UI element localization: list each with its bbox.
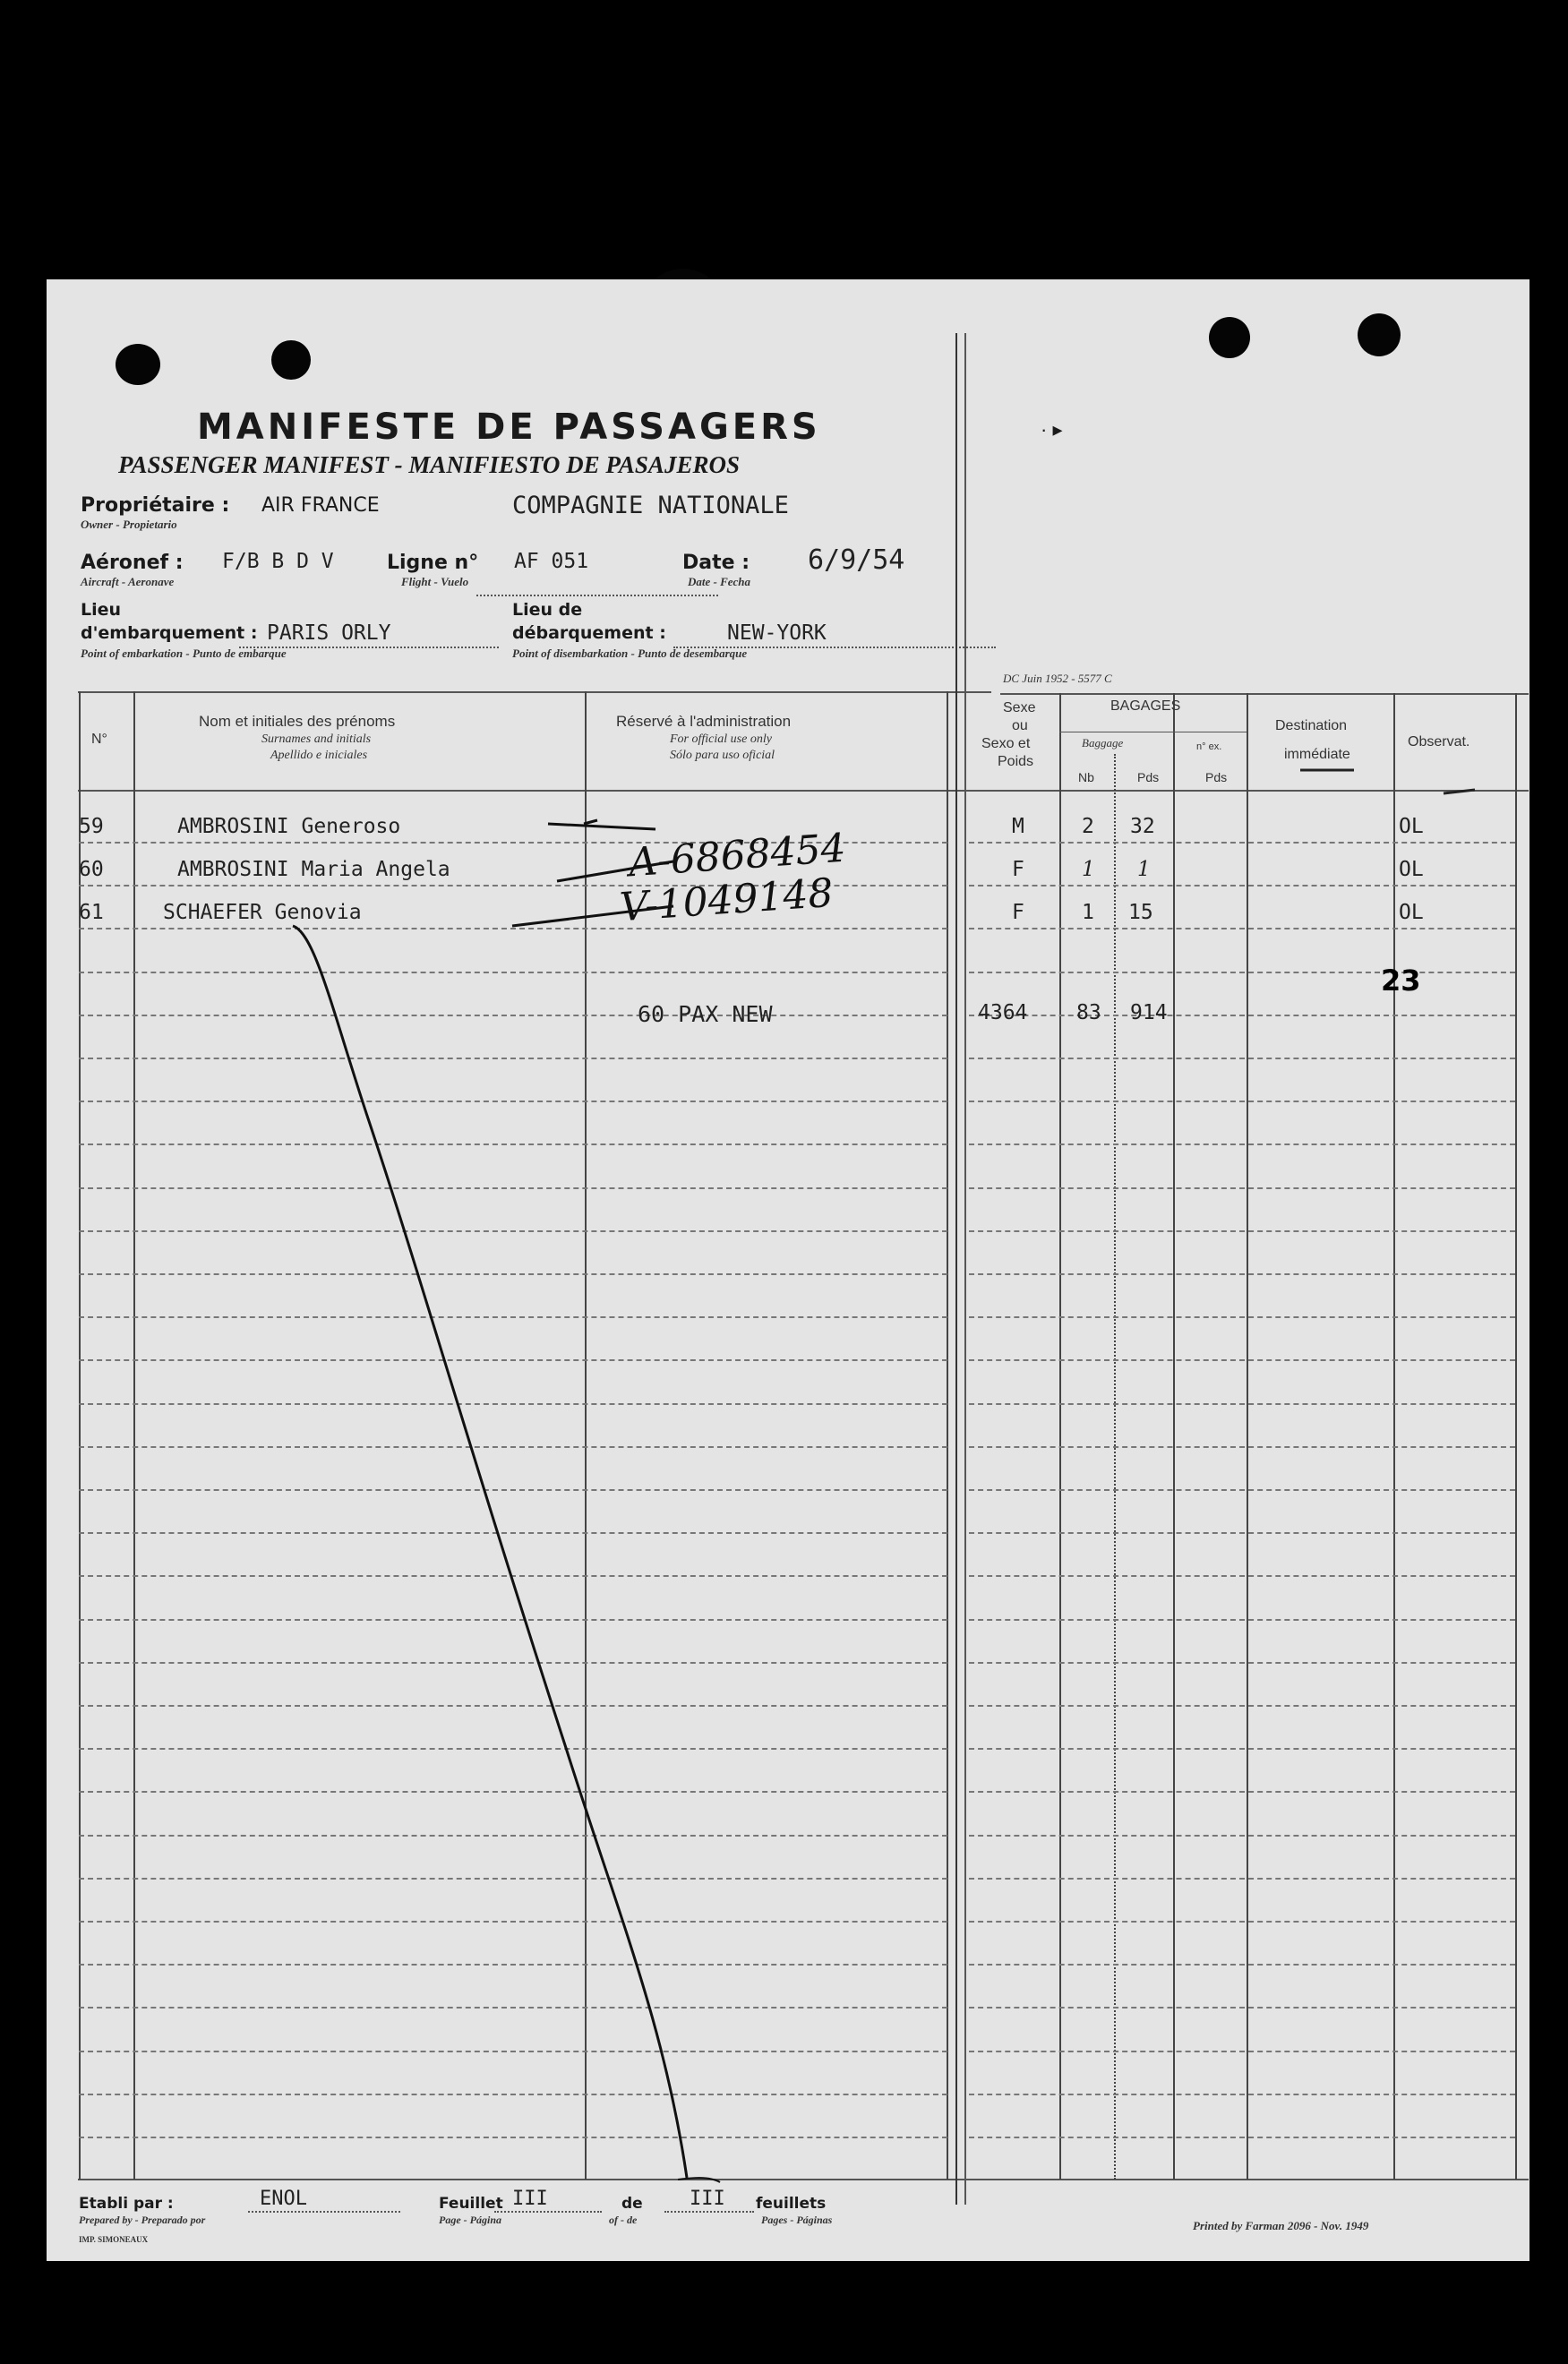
- of-underline: [664, 2211, 754, 2213]
- owner-value: AIR FRANCE: [261, 494, 380, 517]
- disembark-label-2: débarquement :: [512, 623, 666, 643]
- handwritten-number-1: A-6868454: [627, 825, 848, 886]
- col-header-destination-2: immédiate: [1284, 747, 1350, 762]
- col-header-bag-n2: n° ex.: [1196, 741, 1222, 752]
- total-weight: 4364: [978, 1001, 1028, 1024]
- col-header-sex-3: Sexo et: [981, 736, 1031, 751]
- observation: OL: [1399, 858, 1424, 881]
- passenger-sex: F: [1012, 858, 1024, 881]
- pen-mark: · ▸: [1041, 418, 1063, 441]
- col-header-sex-2: ou: [1012, 718, 1028, 733]
- owner-sub: Owner - Propietario: [81, 518, 177, 531]
- date-label: Date :: [682, 552, 750, 574]
- col-header-bag-nb: Nb: [1078, 770, 1094, 784]
- print-reference: Printed by Farman 2096 - Nov. 1949: [1193, 2219, 1369, 2232]
- col-header-name: Nom et initiales des prénoms: [199, 713, 396, 730]
- flight-value: AF 051: [514, 550, 589, 573]
- col-header-sex-1: Sexe: [1003, 700, 1036, 715]
- prepared-value: ENOL: [260, 2188, 307, 2210]
- baggage-pds: 15: [1128, 901, 1153, 924]
- col-header-destination-1: Destination: [1275, 718, 1348, 733]
- col-header-bag-pds: Pds: [1137, 770, 1160, 784]
- page-underline: [494, 2211, 602, 2213]
- baggage-nb: 2: [1082, 815, 1094, 838]
- total-nb: 83: [1076, 1001, 1101, 1024]
- col-header-observ: Observat.: [1408, 734, 1470, 749]
- page-label: Feuillet: [439, 2195, 503, 2213]
- passenger-name: AMBROSINI Maria Angela: [177, 858, 450, 881]
- of-label: de: [621, 2195, 643, 2213]
- col-header-admin-es: Sólo para uso oficial: [670, 749, 775, 762]
- col-header-admin: Réservé à l'administration: [616, 713, 792, 730]
- page-sub: Page - Página: [439, 2214, 501, 2226]
- baggage-nb: 1: [1082, 901, 1094, 924]
- sheets-sub: Pages - Páginas: [761, 2214, 833, 2226]
- passenger-name: SCHAEFER Genovia: [163, 901, 362, 924]
- prepared-underline: [248, 2211, 400, 2213]
- observation: OL: [1399, 901, 1424, 924]
- disembark-value: NEW-YORK: [727, 621, 827, 645]
- passenger-name: AMBROSINI Generoso: [177, 815, 401, 838]
- embark-label-1: Lieu: [81, 600, 122, 620]
- embark-sub: Point of embarkation - Punto de embarque: [81, 647, 287, 660]
- col-header-no: N°: [91, 732, 107, 747]
- aircraft-label: Aéronef :: [81, 552, 184, 574]
- baggage-pds: 32: [1130, 815, 1155, 838]
- passenger-sex: F: [1012, 901, 1024, 924]
- flight-sub: Flight - Vuelo: [401, 575, 469, 588]
- stamp-number: 23: [1381, 964, 1421, 998]
- col-header-baggage: BAGAGES: [1110, 698, 1181, 714]
- page-value: III: [512, 2188, 548, 2210]
- disembark-label-1: Lieu de: [512, 600, 583, 620]
- embark-label-2: d'embarquement :: [81, 623, 258, 643]
- col-header-bag-pds2: Pds: [1205, 770, 1228, 784]
- total-pds: 914: [1130, 1001, 1168, 1024]
- embark-value: PARIS ORLY: [267, 621, 391, 645]
- of-value: III: [690, 2188, 725, 2210]
- baggage-nb: 1: [1082, 858, 1095, 881]
- date-value: 6/9/54: [808, 544, 905, 576]
- aircraft-value: F/B B D V: [222, 550, 334, 573]
- row-no: 60: [79, 858, 104, 881]
- prepared-label: Etabli par :: [79, 2195, 174, 2213]
- manifest-sheet: [47, 279, 1529, 2261]
- col-header-baggage-sub: Baggage: [1082, 736, 1124, 749]
- form-reference: DC Juin 1952 - 5577 C: [1003, 672, 1112, 685]
- company-name: COMPAGNIE NATIONALE: [512, 492, 789, 519]
- sheets-label: feuillets: [756, 2195, 827, 2213]
- page-title: MANIFESTE DE PASSAGERS: [197, 407, 821, 448]
- row-no: 59: [79, 815, 104, 838]
- printer-name: IMP. SIMONEAUX: [79, 2235, 149, 2244]
- page-subtitle: PASSENGER MANIFEST - MANIFIESTO DE PASAJEROS: [118, 451, 740, 478]
- col-header-name-en: Surnames and initials: [261, 732, 372, 746]
- passenger-sex: M: [1012, 815, 1024, 838]
- aircraft-sub: Aircraft - Aeronave: [81, 575, 175, 588]
- date-sub: Date - Fecha: [688, 575, 751, 588]
- col-header-name-es: Apellido e iniciales: [270, 749, 368, 762]
- prepared-sub: Prepared by - Preparado por: [79, 2214, 206, 2226]
- col-header-admin-en: For official use only: [670, 732, 772, 746]
- of-sub: of - de: [609, 2214, 638, 2226]
- pen-strokes: [47, 279, 1529, 2261]
- col-header-sex-4: Poids: [998, 754, 1034, 769]
- observation: OL: [1399, 815, 1424, 838]
- total-pax: 60 PAX NEW: [638, 1001, 773, 1027]
- flight-label: Ligne n°: [387, 552, 479, 574]
- row-no: 61: [79, 901, 104, 924]
- disembark-sub: Point of disembarkation - Punto de desembarque: [512, 647, 748, 660]
- handwritten-number-2: V-1049148: [618, 869, 835, 931]
- baggage-pds: 1: [1137, 858, 1151, 881]
- owner-label: Propriétaire :: [81, 494, 230, 517]
